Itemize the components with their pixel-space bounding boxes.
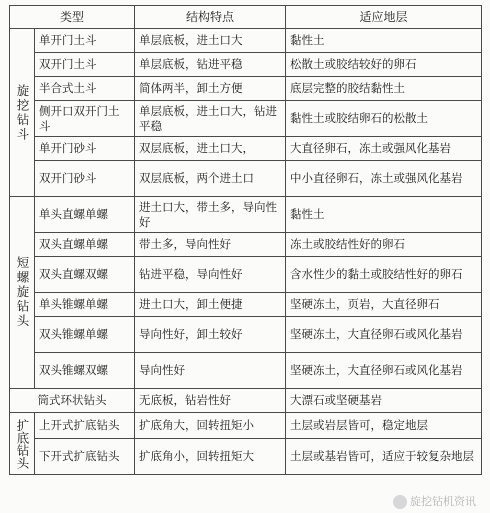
table-row [10,197,482,233]
row-name: 单开门土斗 [35,29,135,53]
row-structure: 进土口大，带土多，导向性好 [135,197,286,233]
row-strata: 坚硬冻土，大直径卵石或风化基岩 [286,353,482,389]
row-strata: 黏性土或胶结卵石的松散土 [286,101,482,137]
row-name: 侧开口双开门土斗 [35,101,135,137]
wechat-icon [393,495,407,509]
group-label-reamer [10,413,35,475]
header-structure: 结构特点 [135,6,286,29]
table-row [10,439,482,475]
row-strata: 坚硬冻土，大直径卵石或风化基岩 [286,317,482,353]
row-strata: 大漂石或坚硬基岩 [286,389,482,413]
row-name: 双开门土斗 [35,53,135,77]
watermark-text: 旋挖钻机资讯 [410,495,476,508]
row-name: 下开式扩底钻头 [35,439,135,475]
row-strata: 中小直径卵石，冻土或强风化基岩 [286,161,482,197]
table-row [10,413,482,439]
row-strata: 黏性土 [286,197,482,233]
watermark [393,493,476,509]
table-row [10,293,482,317]
table-row [10,353,482,389]
table-row [10,233,482,257]
row-structure: 无底板，钻岩性好 [135,389,286,413]
table-row [10,137,482,161]
row-name: 双头锥螺双螺 [35,353,135,389]
row-name: 双开门砂斗 [35,161,135,197]
group-label-reamer-text: 扩底钻头 [15,418,30,469]
row-name: 筒式环状钻头 [10,389,135,413]
row-structure: 单层底板，进土口大 [135,29,286,53]
row-strata: 冻土或胶结性好的卵石 [286,233,482,257]
table-row [10,317,482,353]
row-name: 上开式扩底钻头 [35,413,135,439]
row-structure: 导向性好，卸土较好 [135,317,286,353]
group-label-auger-text: 短螺旋钻头 [15,256,30,329]
table-row [10,53,482,77]
group-label-rotary-text: 旋挖钻斗 [15,83,30,142]
row-structure: 钻进平稳，导向性好 [135,257,286,293]
row-name: 半合式土斗 [35,77,135,101]
row-strata: 黏性土 [286,29,482,53]
table-row [10,257,482,293]
row-structure: 扩底角大，回转扭矩小 [135,413,286,439]
table-row [10,29,482,53]
header-strata: 适应地层 [286,6,482,29]
row-strata: 底层完整的胶结黏性土 [286,77,482,101]
row-structure: 扩底角小，回转扭矩大 [135,439,286,475]
row-strata: 坚硬冻土，页岩，大直径卵石 [286,293,482,317]
row-structure: 简体两半，卸土方便 [135,77,286,101]
row-strata: 大直径卵石，冻土或强风化基岩 [286,137,482,161]
row-strata: 松散土或胶结较好的卵石 [286,53,482,77]
row-name: 单开门砂斗 [35,137,135,161]
row-structure: 带土多，导向性好 [135,233,286,257]
row-structure: 单层底板，进土口大，钻进平稳 [135,101,286,137]
row-structure: 双层底板，进土口大， [135,137,286,161]
row-strata: 含水性少的黏土或胶结性好的卵石 [286,257,482,293]
group-label-auger [10,197,35,389]
row-name: 单头直螺单螺 [35,197,135,233]
row-structure: 双层底板，两个进土口 [135,161,286,197]
row-name: 双头直螺单螺 [35,233,135,257]
table-row [10,77,482,101]
table-header-row [10,6,482,29]
drill-bit-table [9,5,482,475]
table-row [10,389,482,413]
row-structure: 进土口大，卸土便捷 [135,293,286,317]
row-strata: 土层或基岩皆可，适应于较复杂地层 [286,439,482,475]
header-type: 类型 [10,6,135,29]
row-name: 双头锥螺单螺 [35,317,135,353]
group-label-rotary [10,29,35,197]
row-structure: 单层底板，钻进平稳 [135,53,286,77]
row-name: 单头锥螺单螺 [35,293,135,317]
table-row [10,161,482,197]
row-name: 双头直螺双螺 [35,257,135,293]
row-structure: 导向性好 [135,353,286,389]
row-strata: 土层或岩层皆可，稳定地层 [286,413,482,439]
table-row [10,101,482,137]
